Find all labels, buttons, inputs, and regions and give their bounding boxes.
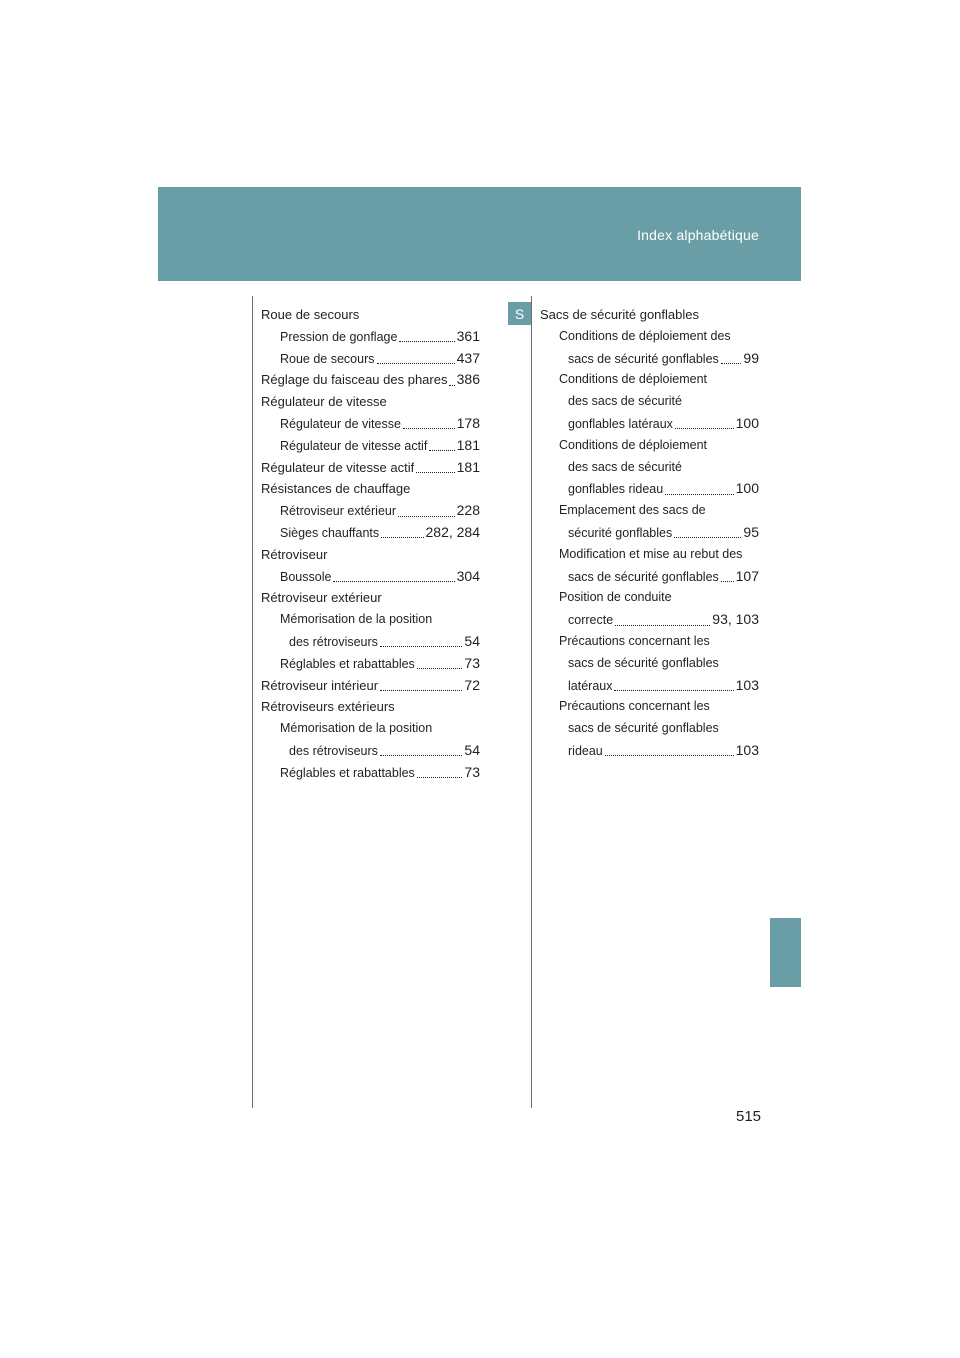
dot-leader (333, 581, 454, 582)
index-entry (540, 500, 759, 522)
index-entry-text: des sacs de sécurité (568, 459, 682, 474)
dot-leader (615, 625, 710, 626)
index-entry (261, 304, 480, 326)
index-entry (261, 762, 480, 784)
index-entry-page: 103 (735, 676, 759, 693)
index-entry (540, 675, 759, 697)
dot-leader (675, 428, 734, 429)
index-entry-page: 54 (464, 632, 480, 649)
dot-leader (398, 516, 455, 517)
dot-leader (380, 755, 462, 756)
index-entry-text: Réglables et rabattables (280, 656, 415, 671)
index-entry (540, 348, 759, 370)
index-entry-text: Précautions concernant les (559, 699, 710, 714)
index-entry-text: Sacs de sécurité gonflables (540, 307, 699, 322)
index-entry-text: Mémorisation de la position (280, 721, 433, 736)
index-entry-text: Précautions concernant les (559, 633, 710, 648)
index-entry-text: sacs de sécurité gonflables (568, 569, 719, 584)
index-entry (261, 326, 480, 348)
index-entry (540, 435, 759, 457)
index-entry-page: 228 (456, 502, 480, 519)
index-entry-text: Régulateur de vitesse (261, 394, 387, 410)
index-entry-page: 95 (743, 523, 759, 540)
index-entry (540, 326, 759, 348)
index-column-1 (261, 304, 480, 784)
index-entry-page: 100 (735, 480, 759, 497)
index-entry-page: 107 (735, 567, 759, 584)
index-entry (540, 522, 759, 544)
index-entry (261, 478, 480, 500)
index-entry-text: Résistances de chauffage (261, 481, 411, 497)
index-entry-text: Roue de secours (261, 307, 360, 322)
index-entry (540, 304, 759, 326)
page-title: Index alphabétique (637, 227, 759, 243)
index-entry-text: Conditions de déploiement (559, 372, 708, 387)
index-entry-text: Réglage du faisceau des phares (261, 372, 448, 388)
index-entry (261, 413, 480, 435)
index-letter-badge: S (508, 302, 531, 325)
index-entry (261, 675, 480, 697)
index-entry-page: 437 (456, 349, 480, 366)
index-entry-text: Sièges chauffants (280, 525, 380, 540)
index-entry (540, 413, 759, 435)
index-entry-text: Rétroviseurs extérieurs (261, 699, 395, 715)
index-entry-page: 73 (464, 654, 480, 671)
index-entry (261, 718, 480, 740)
index-entry-page: 99 (743, 349, 759, 366)
index-entry-text: Régulateur de vitesse actif (261, 459, 415, 475)
index-entry (540, 587, 759, 609)
index-entry-page: 103 (735, 741, 759, 758)
index-entry-text: Modification et mise au rebut des (559, 546, 743, 561)
index-entry-page: 72 (464, 676, 480, 693)
index-entry-text: Mémorisation de la position (280, 612, 433, 627)
dot-leader (721, 363, 742, 364)
section-thumb-tab (770, 918, 801, 987)
header-band (158, 187, 801, 281)
dot-leader (429, 450, 454, 451)
dot-leader (399, 341, 454, 342)
index-entry-text: Roue de secours (280, 351, 375, 366)
index-entry (540, 653, 759, 675)
index-entry-text: Pression de gonflage (280, 329, 398, 344)
index-entry-page: 181 (456, 458, 480, 475)
index-entry (540, 718, 759, 740)
index-entry-page: 93, 103 (712, 611, 759, 628)
page-number: 515 (736, 1108, 762, 1125)
index-entry-text: Rétroviseur extérieur (261, 590, 382, 606)
dot-leader (416, 472, 454, 473)
index-entry-page: 178 (456, 414, 480, 431)
index-entry (261, 653, 480, 675)
index-entry-page: 386 (456, 371, 480, 388)
dot-leader (614, 690, 733, 691)
index-entry-text: sacs de sécurité gonflables (568, 655, 719, 670)
index-entry (261, 369, 480, 391)
index-entry (540, 696, 759, 718)
index-entry (261, 566, 480, 588)
index-entry-page: 181 (456, 436, 480, 453)
index-entry-text: Position de conduite (559, 590, 672, 605)
index-entry-page: 361 (456, 327, 480, 344)
index-entry (261, 587, 480, 609)
index-entry-page: 54 (464, 741, 480, 758)
index-entry-text: sacs de sécurité gonflables (568, 351, 719, 366)
index-entry-text: rideau (568, 743, 603, 758)
dot-leader (417, 777, 463, 778)
index-entry-text: correcte (568, 613, 614, 628)
index-entry-text: des sacs de sécurité (568, 394, 682, 409)
index-entry-text: Régulateur de vitesse actif (280, 438, 428, 453)
index-entry (261, 631, 480, 653)
dot-leader (605, 755, 734, 756)
index-entry (540, 740, 759, 762)
dot-leader (380, 646, 462, 647)
index-entry (540, 609, 759, 631)
index-entry-text: gonflables rideau (568, 482, 664, 497)
index-entry-text: Conditions de déploiement (559, 437, 708, 452)
index-entry-text: Rétroviseur extérieur (280, 504, 397, 519)
dot-leader (674, 537, 741, 538)
index-entry-text: Emplacement des sacs de (559, 503, 706, 518)
index-entry-text: des rétroviseurs (289, 634, 378, 649)
index-entry (261, 348, 480, 370)
index-entry (261, 696, 480, 718)
index-entry-text: Régulateur de vitesse (280, 416, 401, 431)
dot-leader (380, 690, 462, 691)
index-entry (261, 740, 480, 762)
index-entry (540, 478, 759, 500)
index-entry-page: 282, 284 (425, 523, 480, 540)
index-entry-text: Boussole (280, 569, 332, 584)
index-entry (540, 631, 759, 653)
index-entry (540, 391, 759, 413)
index-column-2 (540, 304, 759, 762)
index-entry-text: sacs de sécurité gonflables (568, 721, 719, 736)
dot-leader (721, 581, 734, 582)
dot-leader (381, 537, 423, 538)
index-entry-text: latéraux (568, 678, 613, 693)
index-entry-text: gonflables latéraux (568, 416, 673, 431)
index-entry-page: 304 (456, 567, 480, 584)
index-entry-text: Conditions de déploiement des (559, 328, 731, 343)
column-rule-left (252, 296, 253, 1108)
index-entry-page: 73 (464, 763, 480, 780)
index-entry-text: Réglables et rabattables (280, 765, 415, 780)
dot-leader (403, 428, 455, 429)
index-entry (261, 500, 480, 522)
index-entry (261, 391, 480, 413)
index-entry-page: 100 (735, 414, 759, 431)
index-entry-text: sécurité gonflables (568, 525, 673, 540)
index-entry (261, 522, 480, 544)
column-rule-middle (531, 296, 532, 1108)
index-entry (261, 544, 480, 566)
index-entry-text: Rétroviseur intérieur (261, 677, 379, 693)
dot-leader (665, 494, 733, 495)
index-entry (540, 369, 759, 391)
index-entry (261, 609, 480, 631)
index-entry (540, 544, 759, 566)
index-entry (261, 435, 480, 457)
index-entry-text: des rétroviseurs (289, 743, 378, 758)
dot-leader (377, 363, 455, 364)
index-entry (540, 566, 759, 588)
index-entry-text: Rétroviseur (261, 546, 328, 562)
dot-leader (449, 385, 454, 386)
index-entry (540, 457, 759, 479)
dot-leader (417, 668, 463, 669)
index-entry (261, 457, 480, 479)
